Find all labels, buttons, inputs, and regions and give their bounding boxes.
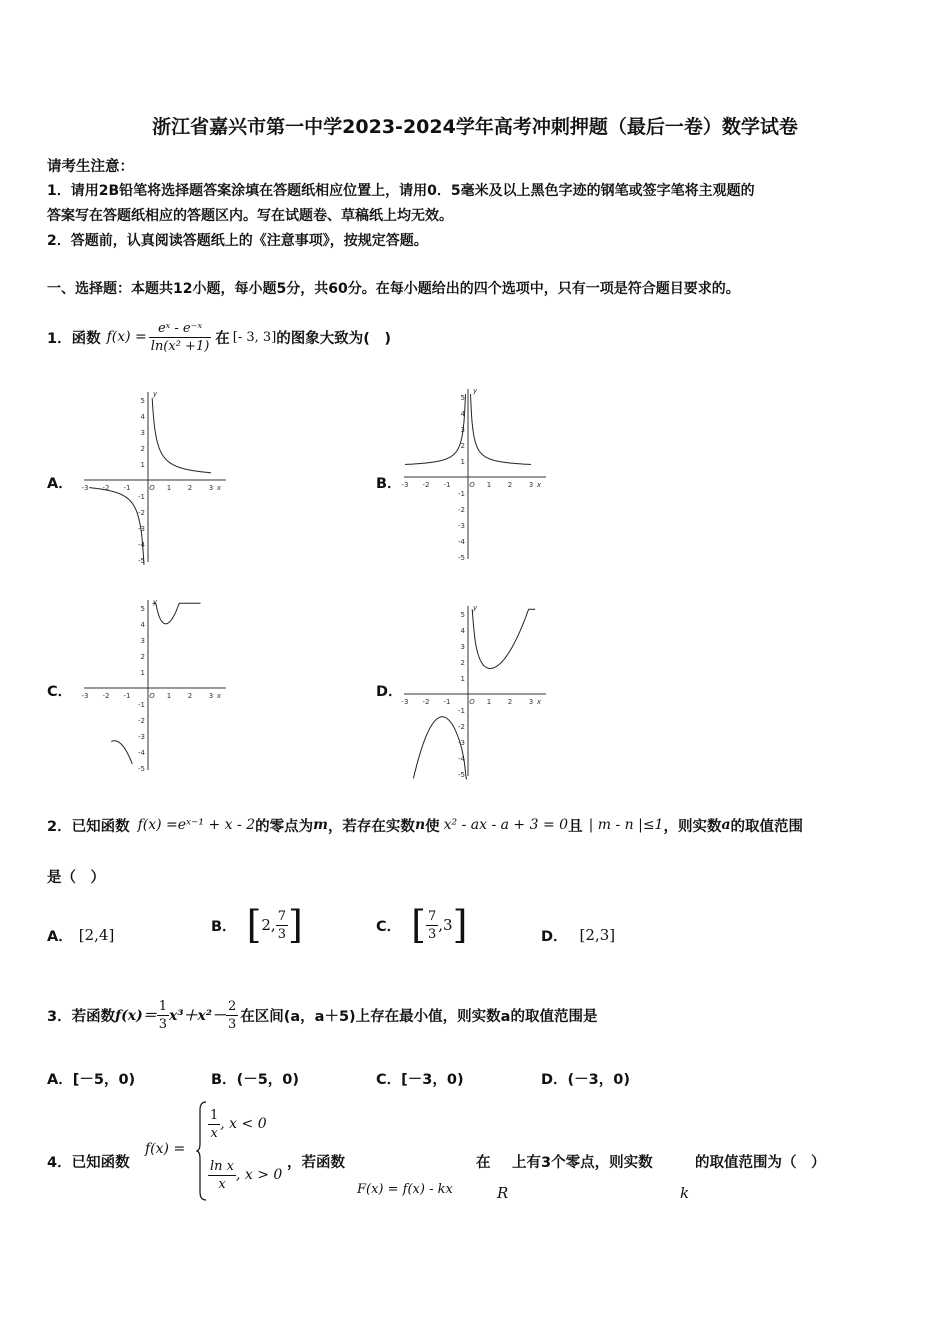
y-tick-label: 4 [140, 413, 145, 421]
q4-case-2 [208, 1152, 282, 1198]
q4-case2-cond: , x > 0 [236, 1167, 283, 1183]
x-tick-label: -2 [422, 481, 430, 489]
question-3 [47, 984, 597, 1046]
x-tick-label: -1 [443, 481, 451, 489]
y-axis-label: y [473, 604, 478, 612]
q1-option-a-label: A． [47, 476, 73, 492]
q4-case1-cond: , x < 0 [220, 1116, 267, 1132]
y-tick-label: -4 [138, 749, 145, 757]
y-tick-label: 5 [460, 394, 465, 402]
q1-func-fraction [149, 321, 212, 354]
curve-branch-2 [472, 609, 535, 668]
q2-option-a-value: [2,4] [78, 926, 115, 944]
curve-branch-1 [111, 741, 132, 764]
y-tick-label: 2 [140, 445, 145, 453]
q4-mid2: 在 [476, 1155, 491, 1171]
q2-option-b [211, 900, 303, 950]
q3-option-d-value: (－3，0) [567, 1072, 630, 1088]
q4-case1-num: 1 [210, 1107, 219, 1123]
q4-case2-num: ln x [210, 1158, 234, 1174]
x-axis-label: x [536, 698, 542, 706]
q3-prefix: 3．若函数 [47, 1008, 116, 1025]
y-tick-label: -1 [458, 707, 465, 715]
y-tick-label: -2 [458, 506, 465, 514]
y-tick-label: -1 [138, 701, 145, 709]
x-tick-label: 1 [166, 484, 172, 492]
q2-option-a [47, 918, 114, 952]
y-tick-label: -3 [138, 525, 145, 533]
x-tick-label: -3 [81, 484, 89, 492]
q4-brace [196, 1100, 208, 1202]
q1-graph-b [400, 385, 550, 565]
x-tick-label: -1 [123, 692, 131, 700]
q1-func-lhs: f(x) = [106, 329, 147, 345]
y-tick-label: -5 [138, 557, 145, 565]
curve-branch-1 [89, 488, 144, 565]
x-tick-label: 2 [187, 484, 193, 492]
q1-func-den: ln(x² +1) [150, 338, 210, 354]
y-tick-label: -1 [458, 490, 465, 498]
q4-case2-den: x [218, 1176, 226, 1192]
q1-graph-a [80, 388, 230, 568]
y-tick-label: -3 [458, 739, 465, 747]
y-axis-label: y [153, 390, 158, 398]
q2-option-b-bracket-right: ] [287, 903, 303, 947]
q2-option-c-num: 7 [427, 908, 437, 924]
x-tick-label: 3 [208, 484, 214, 492]
section-heading: 一、选择题：本题共12小题，每小题5分，共60分。在每小题给出的四个选项中，只有一项是符合题目要求的。 [47, 281, 740, 297]
x-tick-label: -3 [401, 481, 409, 489]
q3-option-a [47, 1068, 135, 1089]
q3-option-a-label: A． [47, 1072, 73, 1088]
q1-func-num: eˣ - e⁻ˣ [149, 321, 212, 338]
y-tick-label: -2 [138, 509, 145, 517]
q2-line-2: 是（ ） [47, 870, 105, 886]
x-tick-label: O [149, 692, 155, 700]
q3-option-b [211, 1068, 299, 1089]
q3-option-a-value: [－5，0) [72, 1072, 136, 1088]
y-tick-label: 5 [460, 611, 465, 619]
y-tick-label: 3 [460, 426, 465, 434]
y-tick-label: -2 [458, 723, 465, 731]
y-tick-label: -4 [138, 541, 145, 549]
x-tick-label: -3 [401, 698, 409, 706]
notice-line-1b: 答案写在答题纸相应的答题区内。写在试题卷、草稿纸上均无效。 [47, 208, 453, 224]
y-tick-label: -4 [458, 538, 465, 546]
q2-option-d-value: [2,3] [579, 926, 616, 944]
question-2 [47, 808, 803, 842]
q2-m: m [313, 817, 328, 833]
notice-line-2: 2．答题前，认真阅读答题纸上的《注意事项》，按规定答题。 [47, 233, 428, 249]
x-tick-label: O [469, 698, 475, 706]
notice-heading: 请考生注意： [47, 159, 134, 175]
q2-mid4: 且 [568, 818, 583, 835]
q3-mid: x³＋x²－ [169, 1008, 226, 1024]
x-tick-label: -3 [81, 692, 89, 700]
q2-option-c-den: 3 [427, 926, 437, 942]
q3-frac2 [226, 999, 238, 1032]
q2-option-d [541, 918, 615, 952]
y-tick-label: -5 [458, 554, 465, 562]
y-axis-label: y [473, 387, 478, 395]
x-tick-label: 2 [187, 692, 193, 700]
q2-condition: | m - n |≤1 [588, 817, 664, 833]
question-1 [47, 312, 391, 362]
x-tick-label: -1 [443, 698, 451, 706]
q1-graph-c [80, 596, 230, 776]
x-tick-label: 3 [528, 481, 534, 489]
q2-option-b-num: 7 [277, 908, 286, 924]
curve-branch-2 [153, 603, 201, 624]
y-tick-label: 1 [140, 669, 145, 677]
q2-option-a-label: A． [47, 928, 73, 945]
q4-mid3: 上有3个零点，则实数 [512, 1155, 653, 1171]
q2-prefix: 2．已知函数 [47, 818, 130, 835]
q4-suffix: 的取值范围为（ ） [695, 1155, 826, 1171]
curve-branch-2 [471, 394, 532, 464]
q1-option-c-label: C． [47, 684, 73, 700]
q2-option-b-left: 2, [261, 916, 276, 934]
q2-option-c-bracket-left: [ [411, 903, 426, 947]
q3-option-d-label: D． [541, 1072, 568, 1088]
q2-mid3: 使 [425, 818, 440, 835]
q1-suffix: 的图象大致为( ) [276, 330, 392, 347]
q1-graph-d [400, 602, 550, 782]
q3-frac1 [157, 999, 169, 1032]
y-tick-label: -3 [138, 733, 145, 741]
q4-case-1 [208, 1102, 267, 1146]
q2-option-c-fraction [426, 909, 438, 942]
q3-option-b-label: B． [211, 1072, 237, 1088]
q3-frac1-num: 1 [158, 998, 167, 1014]
x-tick-label: O [469, 481, 475, 489]
q2-option-c-right: ,3 [438, 916, 453, 934]
y-tick-label: 4 [460, 410, 465, 418]
y-tick-label: 1 [460, 675, 465, 683]
q2-option-b-den: 3 [277, 926, 286, 942]
q4-case1-den: x [210, 1125, 218, 1141]
x-tick-label: O [149, 484, 155, 492]
q3-option-d [541, 1068, 630, 1089]
x-tick-label: -2 [102, 484, 110, 492]
y-tick-label: -3 [458, 522, 465, 530]
y-tick-label: 4 [460, 627, 465, 635]
y-tick-label: 3 [140, 637, 145, 645]
y-tick-label: -1 [138, 493, 145, 501]
q2-option-b-fraction [276, 909, 288, 942]
q2-option-c [376, 900, 467, 950]
q2-equation: x² - ax - a + 3 = 0 [443, 817, 569, 833]
curve-branch-2 [152, 398, 211, 473]
q3-frac1-den: 3 [158, 1016, 167, 1032]
q2-option-c-label: C． [376, 918, 402, 935]
q2-option-b-label: B． [211, 918, 237, 935]
y-tick-label: -5 [138, 765, 145, 773]
x-tick-label: -1 [123, 484, 131, 492]
q4-lhs: f(x) = [145, 1141, 186, 1157]
y-tick-label: 5 [140, 605, 145, 613]
y-tick-label: 2 [140, 653, 145, 661]
x-tick-label: 1 [486, 481, 492, 489]
q2-mid2: ，若存在实数 [327, 818, 415, 835]
q2-func: f(x) =eˣ⁻¹ + x - 2 [137, 817, 256, 833]
q3-fx: f(x)＝ [115, 1008, 157, 1024]
y-tick-label: 1 [460, 458, 465, 466]
y-tick-label: 5 [140, 397, 145, 405]
y-tick-label: 2 [460, 659, 465, 667]
q4-case2-frac [208, 1159, 236, 1192]
q4-k: k [680, 1184, 690, 1202]
q2-option-b-bracket-left: [ [246, 903, 262, 947]
q2-suffix: 的取值范围 [730, 818, 804, 835]
x-tick-label: 1 [486, 698, 492, 706]
q1-mid: 在 [215, 330, 230, 347]
x-tick-label: -2 [102, 692, 110, 700]
x-tick-label: 1 [166, 692, 172, 700]
x-axis-label: x [216, 692, 222, 700]
x-tick-label: 2 [507, 698, 513, 706]
y-axis-label: y [153, 598, 158, 606]
page-title: 浙江省嘉兴市第一中学2023-2024学年高考冲刺押题（最后一卷）数学试卷 [152, 116, 798, 138]
x-tick-label: 2 [507, 481, 513, 489]
q4-F: F(x) = f(x) - kx [357, 1182, 453, 1197]
x-axis-label: x [536, 481, 542, 489]
q1-option-b-label: B． [376, 476, 402, 492]
y-tick-label: -2 [138, 717, 145, 725]
y-tick-label: -5 [458, 771, 465, 779]
q3-option-b-value: (－5，0) [236, 1072, 299, 1088]
q3-frac2-num: 2 [227, 998, 237, 1014]
q2-a: a [721, 817, 731, 833]
q4-R: R [497, 1184, 509, 1202]
q3-option-c [376, 1068, 464, 1089]
y-tick-label: 2 [460, 442, 465, 450]
q3-suffix: 在区间(a，a＋5)上存在最小值，则实数a的取值范围是 [240, 1008, 598, 1025]
q4-mid1: ，若函数 [287, 1155, 345, 1171]
x-axis-label: x [216, 484, 222, 492]
notice-line-1: 1．请用2B铅笔将选择题答案涂填在答题纸相应位置上，请用0．5毫米及以上黑色字迹的钢笔或签字笔将主观题的 [47, 183, 755, 199]
q2-n: n [414, 817, 426, 833]
curve-branch-1 [405, 394, 466, 464]
q1-prefix: 1．函数 [47, 330, 101, 347]
y-tick-label: 4 [140, 621, 145, 629]
q2-option-c-bracket-right: ] [452, 903, 468, 947]
q3-option-c-label: C． [376, 1072, 402, 1088]
q2-mid5: ，则实数 [663, 818, 722, 835]
q3-frac2-den: 3 [227, 1016, 237, 1032]
q2-option-d-label: D． [541, 928, 568, 945]
y-tick-label: 3 [140, 429, 145, 437]
q1-option-d-label: D． [376, 684, 403, 700]
q4-prefix: 4．已知函数 [47, 1155, 130, 1171]
q2-mid1: 的零点为 [255, 818, 314, 835]
y-tick-label: 3 [460, 643, 465, 651]
x-tick-label: 3 [208, 692, 214, 700]
y-tick-label: -4 [458, 755, 465, 763]
x-tick-label: -2 [422, 698, 430, 706]
q3-option-c-value: [－3，0) [401, 1072, 464, 1088]
q1-interval: [- 3, 3] [232, 329, 277, 345]
q4-case1-frac [208, 1108, 220, 1141]
x-tick-label: 3 [528, 698, 534, 706]
y-tick-label: 1 [140, 461, 145, 469]
